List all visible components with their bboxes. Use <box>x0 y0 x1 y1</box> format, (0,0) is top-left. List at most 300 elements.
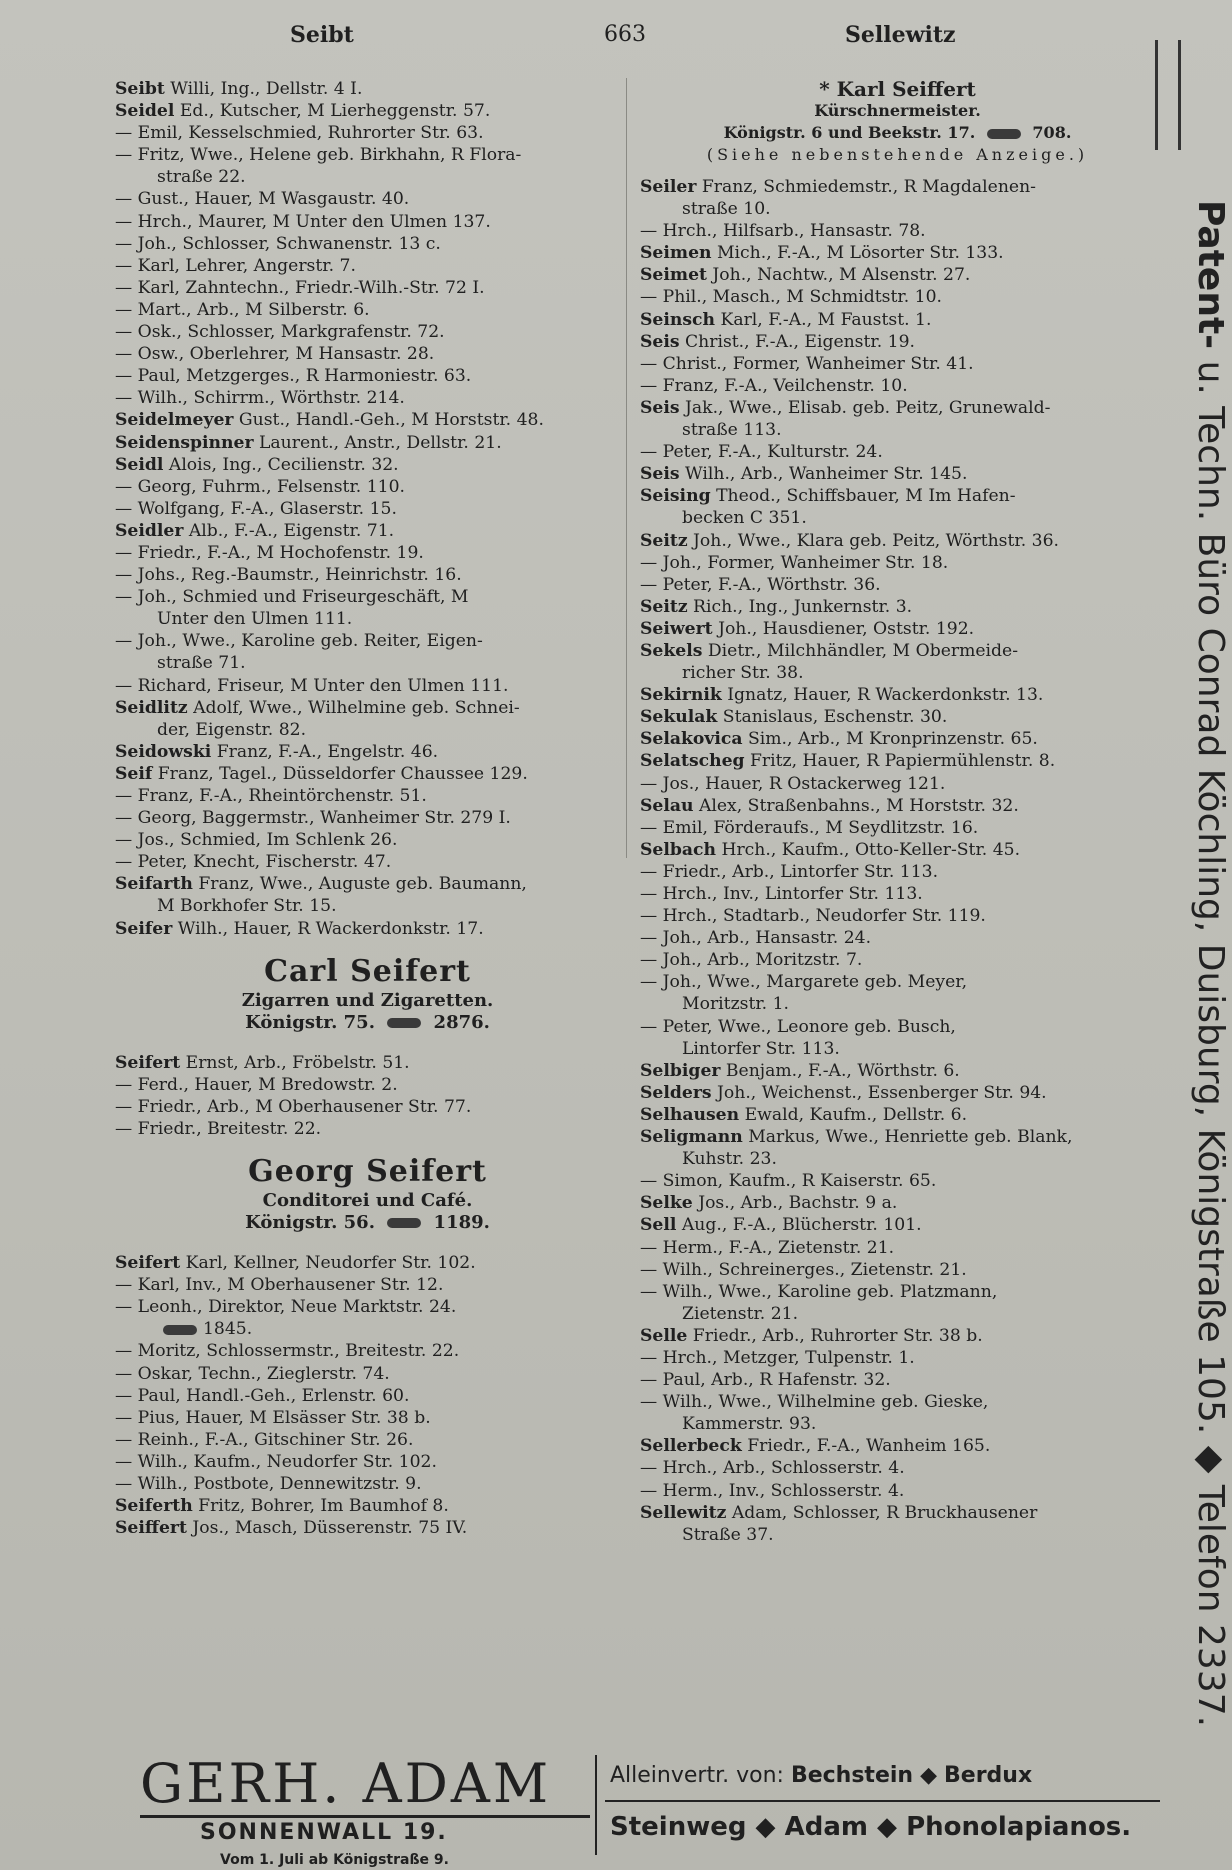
ad-note: (Siehe nebenstehende Anzeige.) <box>706 145 1089 164</box>
ad-name: * Karl Seiffert <box>819 77 976 101</box>
directory-entry <box>640 1457 1155 1479</box>
directory-entry <box>115 78 620 100</box>
directory-entry <box>640 905 1155 927</box>
entry-text: Alb., F.-A., Eigenstr. 71. <box>183 520 395 541</box>
directory-entry <box>115 1407 620 1429</box>
directory-entry <box>640 485 1155 507</box>
footer-address: SONNENWALL 19. <box>200 1820 448 1845</box>
directory-entry <box>115 1495 620 1517</box>
telephone-icon <box>387 1218 421 1228</box>
ad-line: Conditorei und Café. <box>262 1190 473 1212</box>
directory-entry <box>640 309 1155 331</box>
directory-entry <box>640 773 1155 795</box>
entry-text: becken C 351. <box>682 508 807 529</box>
entry-text: — Wilh., Wwe., Wilhelmine geb. Gieske, <box>640 1392 989 1413</box>
entry-surname: Selau <box>640 795 694 816</box>
entry-text: Ignatz, Hauer, R Wackerdonkstr. 13. <box>721 685 1044 706</box>
entry-text: — Ferd., Hauer, M Bredowstr. 2. <box>115 1074 398 1095</box>
entry-text: Dietr., Milchhändler, M Obermeide- <box>702 640 1019 661</box>
entry-surname: Seis <box>640 331 680 352</box>
entry-text: — Joh., Wwe., Karoline geb. Reiter, Eigen- <box>115 631 483 652</box>
entry-text: — Hrch., Maurer, M Unter den Ulmen 137. <box>115 211 491 232</box>
entry-continuation <box>640 1303 1155 1325</box>
directory-entry <box>115 630 620 652</box>
entry-surname: Seitz <box>640 596 688 617</box>
entry-text: der, Eigenstr. 82. <box>157 719 307 740</box>
footer-rule <box>140 1815 590 1818</box>
entry-list-right <box>640 176 1155 1546</box>
entry-list-block-1 <box>115 78 620 940</box>
directory-entry <box>640 1104 1155 1126</box>
directory-entry <box>115 432 620 454</box>
directory-entry <box>640 971 1155 993</box>
entry-surname: Seiwert <box>640 618 713 639</box>
side-banner-rules <box>1155 40 1181 150</box>
header-left-keyword: Seibt <box>290 22 354 48</box>
entry-text: Wilh., Arb., Wanheimer Str. 145. <box>679 464 968 485</box>
entry-continuation <box>115 719 620 741</box>
ad-name: Georg Seifert <box>248 1154 487 1190</box>
directory-entry <box>115 1385 620 1407</box>
ad-address <box>115 1212 620 1234</box>
directory-entry <box>115 542 620 564</box>
entry-text: — Friedr., Arb., Lintorfer Str. 113. <box>640 861 939 882</box>
entry-surname: Seidl <box>115 454 164 475</box>
ad-phone: 708. <box>1032 123 1072 142</box>
directory-entry <box>640 728 1155 750</box>
ad-karl-seiffert <box>640 78 1155 166</box>
directory-entry <box>640 574 1155 596</box>
entry-surname: Seiffert <box>115 1518 187 1539</box>
ad-street: Königstr. 75. <box>245 1011 375 1033</box>
directory-entry <box>640 1237 1155 1259</box>
directory-entry <box>640 530 1155 552</box>
directory-entry <box>115 1252 620 1274</box>
directory-entry <box>115 1296 620 1318</box>
page-number: 663 <box>604 22 646 47</box>
entry-surname: Selbach <box>640 839 716 860</box>
directory-entry <box>115 1340 620 1362</box>
entry-surname: Sekels <box>640 640 703 661</box>
directory-entry <box>640 640 1155 662</box>
entry-text: Friedr., F.-A., Wanheim 165. <box>741 1436 991 1457</box>
directory-entry <box>115 321 620 343</box>
entry-surname: Seinsch <box>640 309 716 330</box>
entry-continuation <box>115 166 620 188</box>
entry-text: — Peter, F.-A., Wörthstr. 36. <box>640 574 881 595</box>
diamond-bullet-icon: ◆ <box>877 1812 898 1842</box>
directory-entry <box>640 1016 1155 1038</box>
entry-text: Kuhstr. 23. <box>682 1149 777 1170</box>
entry-surname: Seis <box>640 397 680 418</box>
footer-brand-berdux: Berdux <box>944 1763 1033 1788</box>
entry-text: — Reinh., F.-A., Gitschiner Str. 26. <box>115 1429 414 1450</box>
footer-vertical-rule <box>595 1755 597 1855</box>
entry-text: — Christ., Former, Wanheimer Str. 41. <box>640 353 974 374</box>
entry-text: — Jos., Hauer, R Ostackerweg 121. <box>640 773 946 794</box>
directory-entry <box>640 596 1155 618</box>
entry-text: Joh., Hausdiener, Oststr. 192. <box>712 618 975 639</box>
entry-text: Joh., Wwe., Klara geb. Peitz, Wörthstr. 36. <box>687 530 1059 551</box>
footer-agency-line <box>610 1763 1032 1788</box>
directory-entry <box>115 1429 620 1451</box>
entry-text: — Joh., Wwe., Margarete geb. Meyer, <box>640 972 968 993</box>
entry-text: Adolf, Wwe., Wilhelmine geb. Schnei- <box>187 697 520 718</box>
entry-surname: Seidler <box>115 520 184 541</box>
directory-entry <box>115 675 620 697</box>
directory-entry <box>115 343 620 365</box>
ad-georg-seifert <box>115 1154 620 1234</box>
entry-text: Hrch., Kaufm., Otto-Keller-Str. 45. <box>716 839 1021 860</box>
entry-text: — Joh., Arb., Hansastr. 24. <box>640 928 872 949</box>
entry-surname: Selakovica <box>640 729 743 750</box>
telephone-icon <box>387 1018 421 1028</box>
directory-entry <box>640 883 1155 905</box>
ad-street: Königstr. 56. <box>245 1212 375 1234</box>
directory-entry <box>640 353 1155 375</box>
directory-entry <box>115 1274 620 1296</box>
entry-text: — Georg, Baggermstr., Wanheimer Str. 279 I. <box>115 808 511 829</box>
entry-text: Gust., Handl.-Geh., M Horststr. 48. <box>233 410 544 431</box>
ad-phone: 2876. <box>433 1011 490 1033</box>
entry-text: Wilh., Hauer, R Wackerdonkstr. 17. <box>172 918 484 939</box>
entry-surname: Seiler <box>640 177 697 197</box>
entry-text: — Georg, Fuhrm., Felsenstr. 110. <box>115 476 405 497</box>
entry-text: — Wilh., Schreinerges., Zietenstr. 21. <box>640 1259 967 1280</box>
entry-continuation <box>640 419 1155 441</box>
entry-text: Straße 37. <box>682 1524 774 1545</box>
directory-entry <box>115 741 620 763</box>
directory-entry <box>640 706 1155 728</box>
entry-continuation <box>115 652 620 674</box>
directory-entry <box>115 277 620 299</box>
entry-text: Sim., Arb., M Kronprinzenstr. 65. <box>742 729 1038 750</box>
right-column <box>640 78 1155 1546</box>
entry-text: — Wilh., Wwe., Karoline geb. Platzmann, <box>640 1281 998 1302</box>
entry-text: Franz, F.-A., Engelstr. 46. <box>211 741 439 762</box>
entry-surname: Seidenspinner <box>115 432 254 453</box>
directory-entry <box>640 1060 1155 1082</box>
directory-entry <box>640 331 1155 353</box>
directory-entry <box>115 188 620 210</box>
entry-text: Moritzstr. 1. <box>682 994 790 1015</box>
entry-text: M Borkhofer Str. 15. <box>157 896 337 917</box>
entry-surname: Sekirnik <box>640 685 722 706</box>
directory-entry <box>115 586 620 608</box>
directory-entry <box>115 211 620 233</box>
entry-text: Fritz, Hauer, R Papiermühlenstr. 8. <box>744 751 1056 772</box>
entry-text: richer Str. 38. <box>682 663 804 684</box>
entry-text: Jak., Wwe., Elisab. geb. Peitz, Grunewald- <box>679 397 1051 418</box>
entry-text: Friedr., Arb., Ruhrorter Str. 38 b. <box>687 1325 983 1346</box>
directory-entry <box>115 785 620 807</box>
entry-surname: Seifert <box>115 1253 181 1274</box>
side-banner-rest: u. Techn. Büro Conrad Köchling, Duisburg, Königstraße 105. <box>1190 360 1231 1435</box>
entry-text: Franz, Wwe., Auguste geb. Baumann, <box>192 874 527 895</box>
entry-surname: Seitz <box>640 530 688 551</box>
entry-text: — Leonh., Direktor, Neue Marktstr. 24. <box>115 1297 457 1318</box>
side-banner-lead: Patent- <box>1190 200 1231 350</box>
page-header <box>0 22 1232 62</box>
ad-address <box>640 122 1155 144</box>
directory-entry <box>115 520 620 542</box>
entry-continuation <box>640 1038 1155 1060</box>
entry-text: — Simon, Kaufm., R Kaiserstr. 65. <box>640 1171 937 1192</box>
entry-text: — Pius, Hauer, M Elsässer Str. 38 b. <box>115 1407 431 1428</box>
entry-surname: Sellewitz <box>640 1502 727 1523</box>
directory-entry <box>640 1502 1155 1524</box>
footer-brand-bechstein: Bechstein <box>790 1763 914 1788</box>
entry-text: — Paul, Metzgerges., R Harmoniestr. 63. <box>115 366 472 387</box>
footer-horizontal-rule <box>605 1800 1160 1802</box>
column-divider <box>626 78 627 858</box>
directory-entry <box>115 697 620 719</box>
entry-text: — Hrch., Metzger, Tulpenstr. 1. <box>640 1347 915 1368</box>
diamond-bullet-icon: ◆ <box>1190 1445 1231 1474</box>
directory-entry <box>640 220 1155 242</box>
directory-entry <box>640 1369 1155 1391</box>
directory-entry <box>115 122 620 144</box>
ad-phone: 1189. <box>433 1212 490 1234</box>
directory-entry <box>640 1281 1155 1303</box>
entry-continuation <box>640 507 1155 529</box>
ad-name: Carl Seifert <box>264 953 471 989</box>
directory-entry <box>115 918 620 940</box>
directory-entry <box>640 1192 1155 1214</box>
entry-text: — Fritz, Wwe., Helene geb. Birkhahn, R Flora- <box>115 145 522 166</box>
directory-entry <box>115 564 620 586</box>
entry-surname: Seidelmeyer <box>115 410 234 431</box>
directory-entry <box>640 817 1155 839</box>
entry-text: — Jos., Schmied, Im Schlenk 26. <box>115 830 398 851</box>
entry-list-block-3 <box>115 1252 620 1539</box>
entry-text: Joh., Weichenst., Essenberger Str. 94. <box>711 1082 1047 1103</box>
entry-text: Lintorfer Str. 113. <box>682 1038 840 1059</box>
entry-text: — Wilh., Kaufm., Neudorfer Str. 102. <box>115 1451 437 1472</box>
directory-entry <box>640 552 1155 574</box>
entry-text: Karl, Kellner, Neudorfer Str. 102. <box>180 1253 476 1274</box>
directory-entry <box>115 1052 620 1074</box>
directory-entry <box>640 1170 1155 1192</box>
diamond-bullet-icon: ◆ <box>755 1812 776 1842</box>
entry-surname: Seidlitz <box>115 697 188 718</box>
entry-text: — Osk., Schlosser, Markgrafenstr. 72. <box>115 322 445 343</box>
entry-text: — Karl, Zahntechn., Friedr.-Wilh.-Str. 72 I. <box>115 277 485 298</box>
entry-continuation <box>115 608 620 630</box>
entry-text: — Franz, F.-A., Rheintörchenstr. 51. <box>115 786 427 806</box>
directory-entry <box>640 1126 1155 1148</box>
entry-text: Ernst, Arb., Fröbelstr. 51. <box>180 1052 410 1073</box>
entry-text: — Karl, Inv., M Oberhausener Str. 12. <box>115 1275 444 1296</box>
entry-surname: Selke <box>640 1193 693 1214</box>
ad-address <box>115 1012 620 1034</box>
entry-text: Benjam., F.-A., Wörthstr. 6. <box>720 1060 960 1081</box>
entry-surname: Seif <box>115 763 153 784</box>
entry-text: — Friedr., Arb., M Oberhausener Str. 77. <box>115 1096 472 1117</box>
entry-continuation <box>640 1148 1155 1170</box>
entry-text: Alex, Straßenbahns., M Horststr. 32. <box>693 795 1019 816</box>
entry-text: Christ., F.-A., Eigenstr. 19. <box>679 331 915 352</box>
directory-entry <box>115 807 620 829</box>
directory-entry <box>115 255 620 277</box>
entry-surname: Selhausen <box>640 1104 740 1125</box>
directory-entry <box>640 927 1155 949</box>
entry-text: straße 113. <box>682 420 782 441</box>
entry-text: Aug., F.-A., Blücherstr. 101. <box>676 1215 922 1236</box>
entry-surname: Sellerbeck <box>640 1436 742 1457</box>
entry-surname: Selders <box>640 1082 712 1103</box>
directory-entry <box>640 1259 1155 1281</box>
directory-entry <box>115 851 620 873</box>
entry-text: — Joh., Schlosser, Schwanenstr. 13 c. <box>115 233 441 254</box>
entry-surname: Seimen <box>640 243 712 264</box>
entry-text: Franz, Schmiedemstr., R Magdalenen- <box>696 177 1036 197</box>
directory-entry <box>640 264 1155 286</box>
left-column <box>115 78 620 1539</box>
entry-text: — Mart., Arb., M Silberstr. 6. <box>115 299 370 320</box>
directory-entry <box>640 1082 1155 1104</box>
directory-entry <box>115 1451 620 1473</box>
entry-continuation <box>640 1524 1155 1546</box>
directory-entry <box>640 176 1155 198</box>
footer-brand-steinweg: Steinweg <box>610 1812 747 1842</box>
directory-entry <box>115 476 620 498</box>
entry-text: — Wilh., Postbote, Dennewitzstr. 9. <box>115 1473 422 1494</box>
entry-text: — Osw., Oberlehrer, M Hansastr. 28. <box>115 344 435 365</box>
entry-text: — Oskar, Techn., Zieglerstr. 74. <box>115 1363 390 1384</box>
directory-entry <box>115 1363 620 1385</box>
directory-entry <box>640 1391 1155 1413</box>
entry-surname: Seidowski <box>115 741 212 762</box>
directory-entry <box>115 498 620 520</box>
entry-surname: Sekulak <box>640 707 718 728</box>
entry-text: Mich., F.-A., M Lösorter Str. 133. <box>711 243 1004 264</box>
entry-text: — Joh., Schmied und Friseurgeschäft, M <box>115 587 469 608</box>
entry-text: — Hrch., Arb., Schlosserstr. 4. <box>640 1458 905 1479</box>
entry-surname: Selbiger <box>640 1060 721 1081</box>
entry-text: — Richard, Friseur, M Unter den Ulmen 111. <box>115 675 509 696</box>
entry-surname: Seising <box>640 486 711 507</box>
directory-entry <box>115 365 620 387</box>
entry-text: Fritz, Bohrer, Im Baumhof 8. <box>192 1496 449 1517</box>
entry-text: — Joh., Former, Wanheimer Str. 18. <box>640 552 949 573</box>
entry-text: straße 22. <box>157 167 246 188</box>
entry-text: — Joh., Arb., Moritzstr. 7. <box>640 950 863 971</box>
directory-entry <box>640 286 1155 308</box>
entry-continuation <box>115 895 620 917</box>
telephone-icon <box>987 129 1021 139</box>
entry-text: — Johs., Reg.-Baumstr., Heinrichstr. 16. <box>115 565 462 586</box>
entry-text: Willi, Ing., Dellstr. 4 I. <box>164 79 363 99</box>
entry-surname: Seifert <box>115 1052 181 1073</box>
entry-list-block-2 <box>115 1052 620 1140</box>
entry-text: — Emil, Förderaufs., M Seydlitzstr. 16. <box>640 817 979 838</box>
entry-continuation <box>115 1318 620 1340</box>
entry-surname: Seifarth <box>115 874 193 895</box>
entry-text: Ed., Kutscher, M Lierheggenstr. 57. <box>174 101 491 122</box>
footer-advertisement <box>140 1752 1160 1868</box>
directory-entry <box>115 1074 620 1096</box>
footer-note: Vom 1. Juli ab Königstraße 9. <box>220 1852 449 1868</box>
entry-continuation <box>640 993 1155 1015</box>
entry-text: — Friedr., F.-A., M Hochofenstr. 19. <box>115 542 424 563</box>
directory-entry <box>115 1517 620 1539</box>
directory-entry <box>640 618 1155 640</box>
directory-entry <box>640 1325 1155 1347</box>
entry-text: Jos., Masch, Düsserenstr. 75 IV. <box>186 1518 468 1539</box>
directory-entry <box>640 1347 1155 1369</box>
footer-brand: GERH. ADAM <box>140 1752 552 1815</box>
entry-surname: Seligmann <box>640 1127 743 1148</box>
directory-entry <box>115 1473 620 1495</box>
directory-entry <box>640 684 1155 706</box>
directory-entry <box>115 1096 620 1118</box>
directory-entry <box>115 299 620 321</box>
entry-text: — Phil., Masch., M Schmidtstr. 10. <box>640 287 942 308</box>
ad-profession: Kürschnermeister. <box>814 101 981 120</box>
ad-street: Königstr. 6 und Beekstr. 17. <box>723 123 976 142</box>
entry-text: 1845. <box>203 1319 253 1340</box>
directory-entry <box>640 1435 1155 1457</box>
ad-carl-seifert <box>115 954 620 1034</box>
entry-text: Stanislaus, Eschenstr. 30. <box>717 707 948 728</box>
footer-brand-phonolapianos: Phonolapianos. <box>906 1812 1132 1842</box>
entry-text: Rich., Ing., Junkernstr. 3. <box>687 596 913 617</box>
directory-entry <box>640 795 1155 817</box>
entry-text: Zietenstr. 21. <box>682 1303 799 1324</box>
directory-entry <box>640 375 1155 397</box>
entry-text: Laurent., Anstr., Dellstr. 21. <box>253 432 502 453</box>
entry-text: Joh., Nachtw., M Alsenstr. 27. <box>706 265 971 286</box>
entry-text: Markus, Wwe., Henriette geb. Blank, <box>742 1127 1073 1148</box>
directory-entry <box>115 233 620 255</box>
directory-entry <box>115 1118 620 1140</box>
directory-entry <box>640 1480 1155 1502</box>
entry-text: — Peter, Knecht, Fischerstr. 47. <box>115 852 392 873</box>
entry-text: — Hrch., Stadtarb., Neudorfer Str. 119. <box>640 906 986 927</box>
entry-text: — Moritz, Schlossermstr., Breitestr. 22. <box>115 1341 460 1362</box>
entry-text: — Karl, Lehrer, Angerstr. 7. <box>115 255 356 276</box>
directory-entry <box>640 839 1155 861</box>
header-right-keyword: Sellewitz <box>845 22 956 48</box>
directory-entry <box>640 1214 1155 1236</box>
directory-entry <box>115 387 620 409</box>
entry-text: Ewald, Kaufm., Dellstr. 6. <box>739 1104 968 1125</box>
ad-line: Zigarren und Zigaretten. <box>241 989 494 1011</box>
directory-entry <box>115 763 620 785</box>
entry-text: — Hrch., Inv., Lintorfer Str. 113. <box>640 884 923 904</box>
entry-text: — Franz, F.-A., Veilchenstr. 10. <box>640 375 908 396</box>
entry-text: Kammerstr. 93. <box>682 1414 817 1435</box>
entry-surname: Seis <box>640 464 680 485</box>
entry-surname: Seimet <box>640 265 707 286</box>
footer-brands-line <box>610 1812 1131 1842</box>
directory-entry <box>115 144 620 166</box>
directory-entry <box>115 409 620 431</box>
entry-text: Karl, F.-A., M Faustst. 1. <box>715 309 932 330</box>
entry-text: — Paul, Handl.-Geh., Erlenstr. 60. <box>115 1385 410 1406</box>
entry-text: — Wolfgang, F.-A., Glaserstr. 15. <box>115 498 397 519</box>
entry-text: — Hrch., Hilfsarb., Hansastr. 78. <box>640 221 926 242</box>
entry-surname: Seidel <box>115 101 175 122</box>
entry-text: Adam, Schlosser, R Bruckhausener <box>726 1502 1038 1523</box>
directory-entry <box>115 100 620 122</box>
entry-continuation <box>640 198 1155 220</box>
entry-text: Unter den Ulmen 111. <box>157 609 353 630</box>
entry-text: — Wilh., Schirrm., Wörthstr. 214. <box>115 388 405 409</box>
entry-text: — Paul, Arb., R Hafenstr. 32. <box>640 1370 891 1391</box>
directory-entry <box>640 463 1155 485</box>
